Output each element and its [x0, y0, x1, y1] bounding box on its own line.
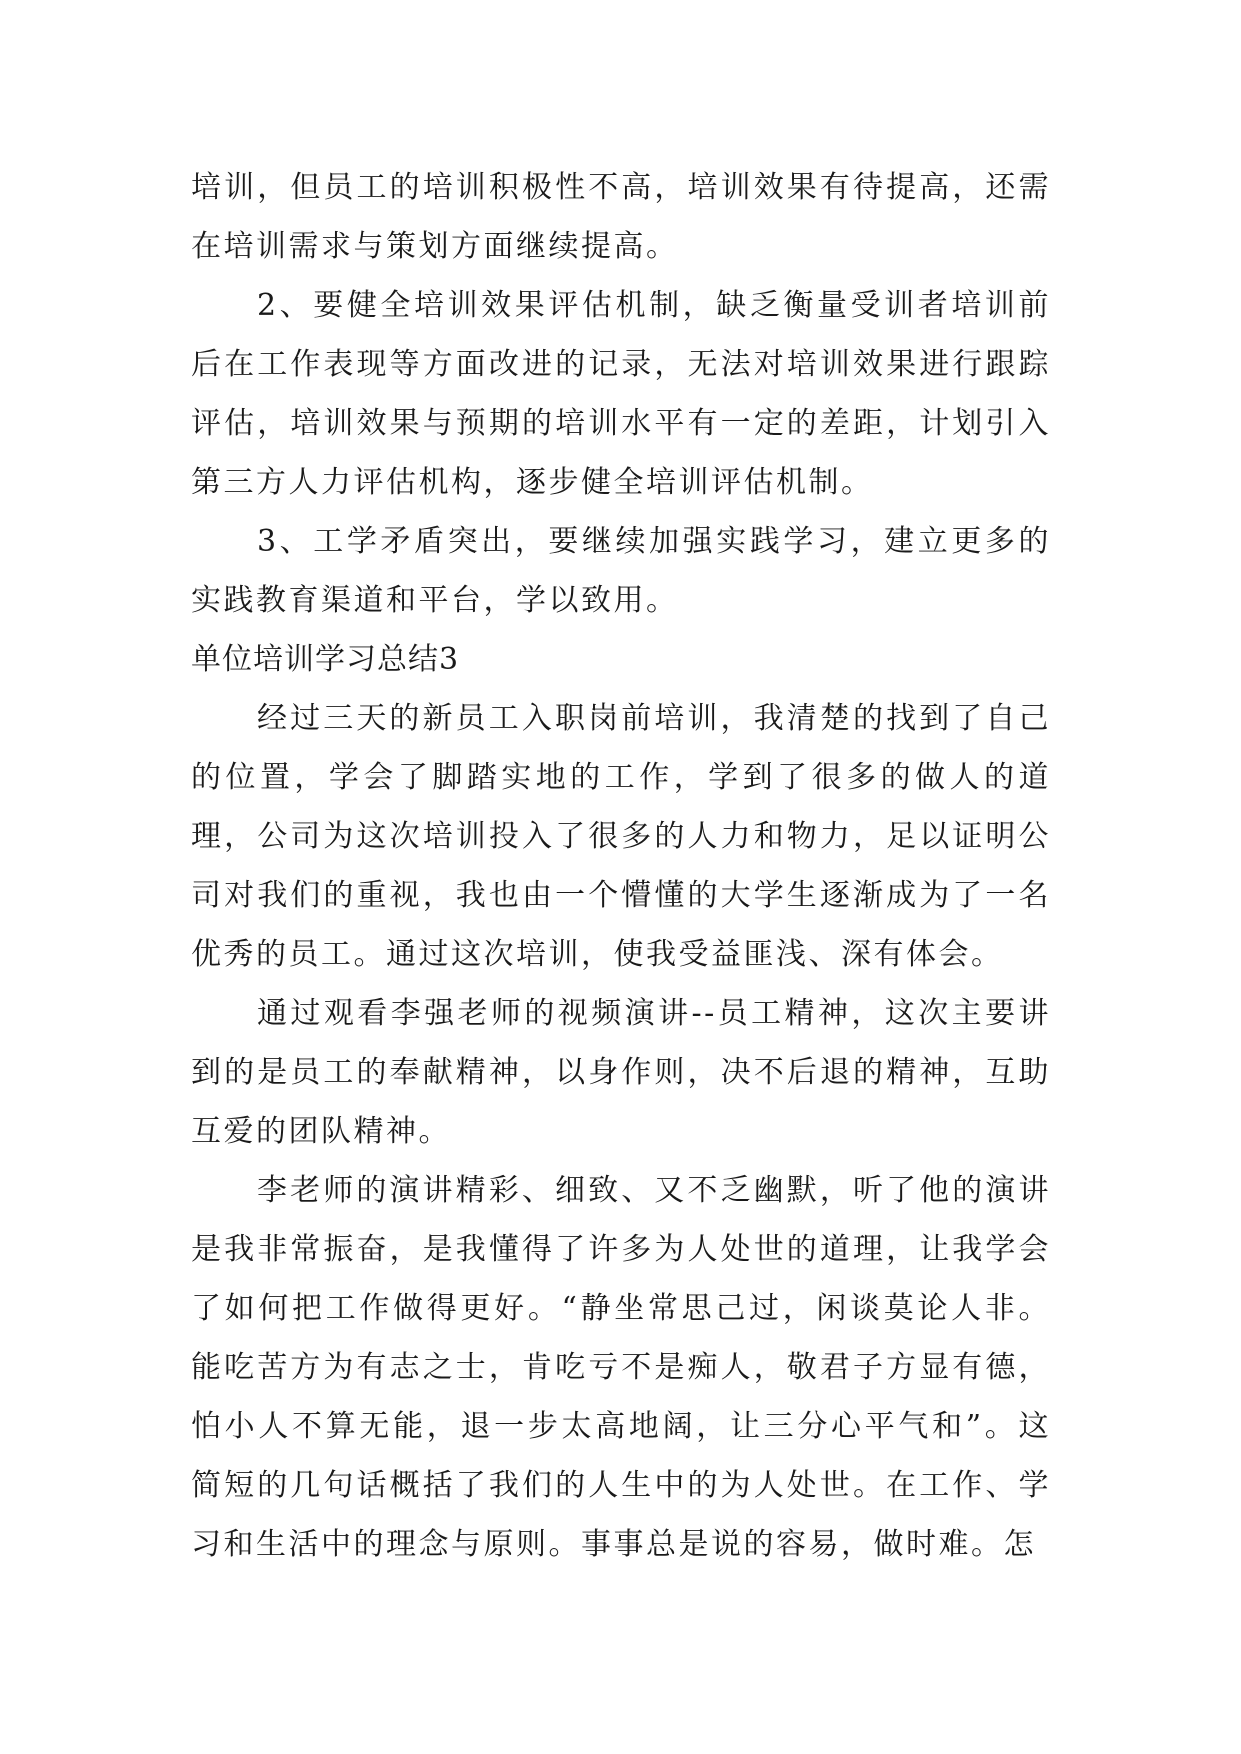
paragraph-item-2: 2、要健全培训效果评估机制，缺乏衡量受训者培训前后在工作表现等方面改进的记录，无法对培训效果进行跟踪评估，培训效果与预期的培训水平有一定的差距，计划引入第三方人力评估机构，逐步健全培训评估机制。: [191, 288, 1051, 500]
section-paragraph-1: 经过三天的新员工入职岗前培训，我清楚的找到了自己的位置，学会了脚踏实地的工作，学到了很多的做人的道理，公司为这次培训投入了很多的人力和物力，足以证明公司对我们的重视，我也由一个懵懂的大学生逐渐成为了一名优秀的员工。通过这次培训，使我受益匪浅、深有体会。: [191, 701, 1051, 972]
document-body: [191, 158, 1051, 1574]
paragraph-item-3: 3、工学矛盾突出，要继续加强实践学习，建立更多的实践教育渠道和平台，学以致用。: [191, 524, 1051, 618]
paragraph-continuation: 培训，但员工的培训积极性不高，培训效果有待提高，还需在培训需求与策划方面继续提高。: [191, 170, 1051, 264]
section-title: 单位培训学习总结3: [191, 642, 460, 677]
section-paragraph-2: 通过观看李强老师的视频演讲--员工精神，这次主要讲到的是员工的奉献精神，以身作则，决不后退的精神，互助互爱的团队精神。: [191, 996, 1051, 1149]
section-paragraph-3: 李老师的演讲精彩、细致、又不乏幽默，听了他的演讲是我非常振奋，是我懂得了许多为人处世的道理，让我学会了如何把工作做得更好。“静坐常思己过，闲谈莫论人非。能吃苦方为有志之士，肯吃亏不是痴人，敬君子方显有德，怕小人不算无能，退一步太高地阔，让三分心平气和”。这简短的几句话概括了我们的人生中的为人处世。在工作、学习和生活中的理念与原则。事事总是说的容易，做时难。怎: [191, 1173, 1051, 1562]
